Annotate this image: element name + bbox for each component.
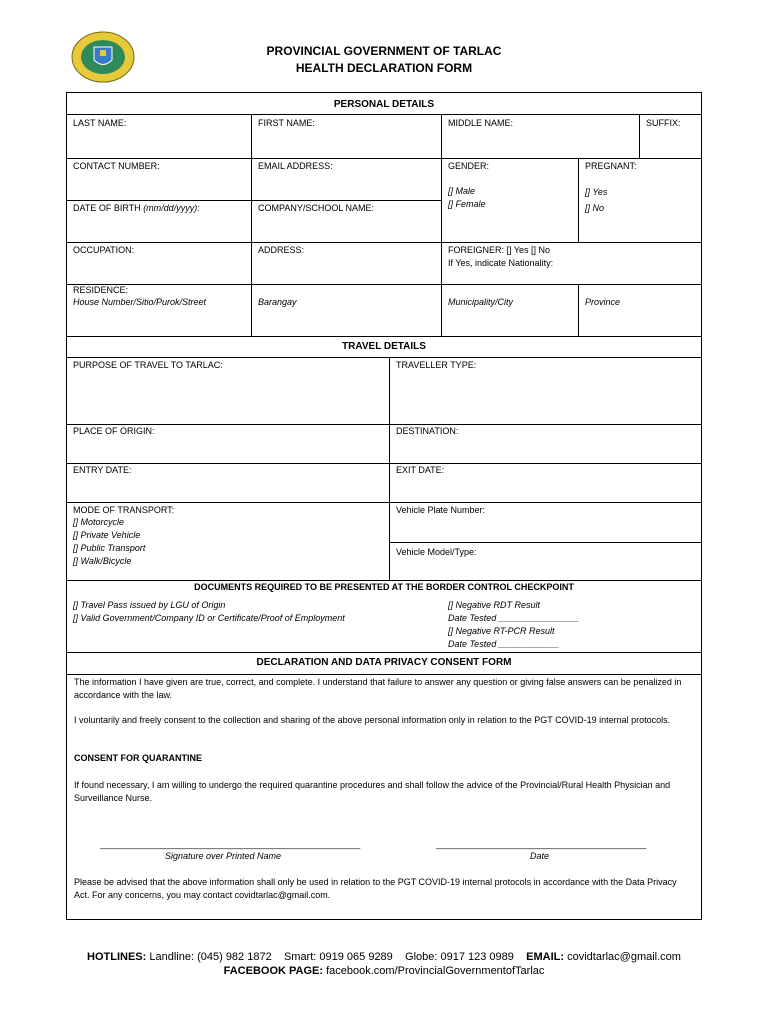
house-label: House Number/Sitio/Purok/Street <box>73 297 207 307</box>
purpose-label: PURPOSE OF TRAVEL TO TARLAC: <box>73 360 223 370</box>
signature-label: Signature over Printed Name <box>165 851 282 861</box>
doc-rdt-date: Date Tested ________________ <box>448 613 579 623</box>
pregnant-label: PREGNANT: <box>585 161 637 171</box>
privacy-notice: Please be advised that the above information shall only be used in relation to the PGT COVID-19 internal protocols in accordance with the Data Privacy Act. For any concerns, you may contact covidtarlac@gmail.com. <box>74 877 677 900</box>
footer-facebook-link[interactable]: facebook.com/ProvincialGovernmentofTarlac <box>326 965 545 977</box>
nationality-label: If Yes, indicate Nationality: <box>448 258 554 268</box>
doc-rtpcr-date: Date Tested ____________ <box>448 639 559 649</box>
declaration-paragraph-2: I voluntarily and freely consent to the collection and sharing of the above personal information only in relation to the PGT COVID-19 internal protocols. <box>74 715 671 725</box>
date-label: Date <box>530 851 550 861</box>
origin-label: PLACE OF ORIGIN: <box>73 426 155 436</box>
barangay-label: Barangay <box>258 297 297 307</box>
municipality-label: Municipality/City <box>448 297 514 307</box>
pregnant-yes-option[interactable]: [] Yes <box>585 187 608 197</box>
gender-female-option[interactable]: [] Female <box>448 199 486 209</box>
section-title-documents: DOCUMENTS REQUIRED TO BE PRESENTED AT THE BORDER CONTROL CHECKPOINT <box>194 582 574 592</box>
mode-private-option[interactable]: [] Private Vehicle <box>73 530 141 540</box>
traveller-type-label: TRAVELLER TYPE: <box>396 360 477 370</box>
first-name-label: FIRST NAME: <box>258 118 315 128</box>
declaration-paragraph-1: The information I have given are true, correct, and complete. I understand that failure to answer any question or giving false answers can be penalized in accordance with the law. <box>74 677 682 700</box>
quarantine-title: CONSENT FOR QUARANTINE <box>74 753 202 763</box>
doc-valid-id-option[interactable]: [] Valid Government/Company ID or Certificate/Proof of Employment <box>73 613 345 623</box>
last-name-label: LAST NAME: <box>73 118 127 128</box>
dob-label: DATE OF BIRTH (mm/dd/yyyy): <box>73 203 200 213</box>
foreigner-label[interactable]: FOREIGNER: [] Yes [] No <box>448 245 551 255</box>
residence-label: RESIDENCE: <box>73 285 129 295</box>
gender-male-option[interactable]: [] Male <box>448 186 476 196</box>
mode-walk-option[interactable]: [] Walk/Bicycle <box>73 556 132 566</box>
gender-label: GENDER: <box>448 161 490 171</box>
section-title-declaration: DECLARATION AND DATA PRIVACY CONSENT FORM <box>256 657 512 668</box>
contact-label: CONTACT NUMBER: <box>73 161 160 171</box>
entry-date-label: ENTRY DATE: <box>73 465 132 475</box>
destination-label: DESTINATION: <box>396 426 459 436</box>
quarantine-paragraph: If found necessary, I am willing to undergo the required quarantine procedures and shall follow the advice of the Provincial/Rural Health Physician and Surveillance Nurse. <box>74 780 671 803</box>
exit-date-label: EXIT DATE: <box>396 465 445 475</box>
vehicle-model-label: Vehicle Model/Type: <box>396 547 477 557</box>
pregnant-no-option[interactable]: [] No <box>585 203 605 213</box>
company-label: COMPANY/SCHOOL NAME: <box>258 203 375 213</box>
province-label: Province <box>585 297 621 307</box>
vehicle-plate-label: Vehicle Plate Number: <box>396 505 486 515</box>
footer-hotlines: HOTLINES: Landline: (045) 982 1872 Smart: 0919 065 9289 Globe: 0917 123 0989 EMAIL: covidtarlac@gmail.com <box>87 951 681 963</box>
mode-motorcycle-option[interactable]: [] Motorcycle <box>73 517 125 527</box>
mode-transport-label: MODE OF TRANSPORT: <box>73 505 175 515</box>
header-line-2: HEALTH DECLARATION FORM <box>295 61 473 75</box>
address-label: ADDRESS: <box>258 245 305 255</box>
doc-travel-pass-option[interactable]: [] Travel Pass issued by LGU of Origin <box>73 600 226 610</box>
header-line-1: PROVINCIAL GOVERNMENT OF TARLAC <box>266 44 502 58</box>
section-title-personal: PERSONAL DETAILS <box>333 99 435 110</box>
signature-line[interactable]: ____________________________________________________ <box>100 839 361 849</box>
footer-facebook: FACEBOOK PAGE: facebook.com/ProvincialGovernmentofTarlac <box>223 965 545 977</box>
middle-name-label: MIDDLE NAME: <box>448 118 514 128</box>
section-title-travel: TRAVEL DETAILS <box>342 341 426 352</box>
footer-email-link[interactable]: covidtarlac@gmail.com <box>567 951 681 963</box>
suffix-label: SUFFIX: <box>646 118 681 128</box>
date-line[interactable]: __________________________________________ <box>436 839 647 849</box>
doc-rtpcr-option[interactable]: [] Negative RT-PCR Result <box>448 626 555 636</box>
mode-public-option[interactable]: [] Public Transport <box>73 543 146 553</box>
email-label: EMAIL ADDRESS: <box>258 161 333 171</box>
occupation-label: OCCUPATION: <box>73 245 135 255</box>
doc-rdt-option[interactable]: [] Negative RDT Result <box>448 600 541 610</box>
